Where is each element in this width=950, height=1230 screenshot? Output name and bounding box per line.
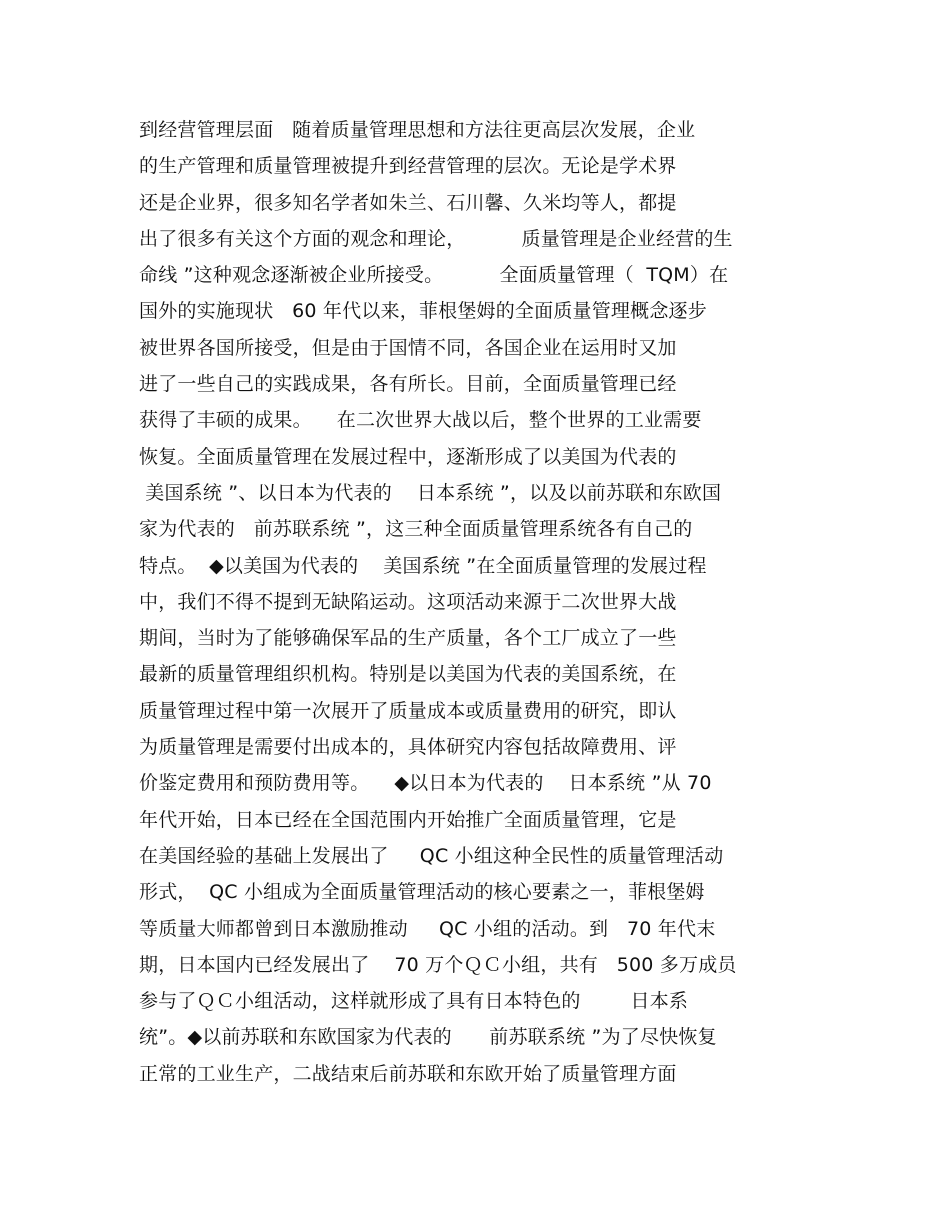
text-line: 中，我们不得不提到无缺陷运动。这项活动来源于二次世界大战	[139, 590, 677, 613]
text-line: 国外的实施现状 60 年代以来，菲根堡姆的全面质量管理概念逐步	[139, 300, 707, 323]
text-line: 还是企业界，很多知名学者如朱兰、石川馨、久米均等人，都提	[139, 191, 677, 214]
text-line: 价鉴定费用和预防费用等。 ◆以日本为代表的 日本系统 ”从 70	[139, 772, 712, 795]
text-line: 恢复。全面质量管理在发展过程中，逐渐形成了以美国为代表的	[139, 445, 677, 468]
text-line: 正常的工业生产，二战结束后前苏联和东欧开始了质量管理方面	[139, 1062, 677, 1085]
text-line: 特点。 ◆以美国为代表的 美国系统 ”在全面质量管理的发展过程	[139, 554, 707, 577]
body-text	[139, 112, 819, 1092]
text-line: 在美国经验的基础上发展出了 QC 小组这种全民性的质量管理活动	[139, 844, 724, 867]
text-line: 出了很多有关这个方面的观念和理论， 质量管理是企业经营的生	[139, 227, 733, 250]
text-line: 质量管理过程中第一次展开了质量成本或质量费用的研究，即认	[139, 699, 677, 722]
text-line: 家为代表的 前苏联系统 ”，这三种全面质量管理系统各有自己的	[139, 518, 693, 541]
text-line: 参与了ＱＣ小组活动，这样就形成了具有日本特色的 日本系	[139, 990, 689, 1013]
text-line: 美国系统 ”、以日本为代表的 日本系统 ”，以及以前苏联和东欧国	[139, 481, 722, 504]
text-line: 形式， QC 小组成为全面质量管理活动的核心要素之一，菲根堡姆	[139, 881, 705, 904]
text-line: 最新的质量管理组织机构。特别是以美国为代表的美国系统，在	[139, 663, 677, 686]
text-line: 为质量管理是需要付出成本的，具体研究内容包括故障费用、评	[139, 736, 677, 759]
text-line: 统”。◆以前苏联和东欧国家为代表的 前苏联系统 ”为了尽快恢复	[139, 1026, 717, 1049]
text-line: 到经营管理层面 随着质量管理思想和方法往更高层次发展，企业	[139, 119, 696, 141]
text-line: 等质量大师都曾到日本激励推动 QC 小组的活动。到 70 年代末	[139, 917, 716, 940]
text-line: 被世界各国所接受，但是由于国情不同，各国企业在运用时又加	[139, 336, 677, 359]
text-line: 年代开始，日本已经在全国范围内开始推广全面质量管理，它是	[139, 808, 677, 831]
text-line: 期间，当时为了能够确保军品的生产质量，各个工厂成立了一些	[139, 627, 677, 650]
text-line: 获得了丰硕的成果。 在二次世界大战以后，整个世界的工业需要	[139, 409, 702, 432]
text-line: 期，日本国内已经发展出了 70 万个ＱＣ小组，共有 500 多万成员	[139, 953, 737, 976]
text-line: 命线 ”这种观念逐渐被企业所接受。 全面质量管理（ TQM）在	[139, 264, 729, 287]
text-line: 的生产管理和质量管理被提升到经营管理的层次。无论是学术界	[139, 155, 677, 178]
text-line: 进了一些自己的实践成果，各有所长。目前，全面质量管理已经	[139, 373, 677, 396]
